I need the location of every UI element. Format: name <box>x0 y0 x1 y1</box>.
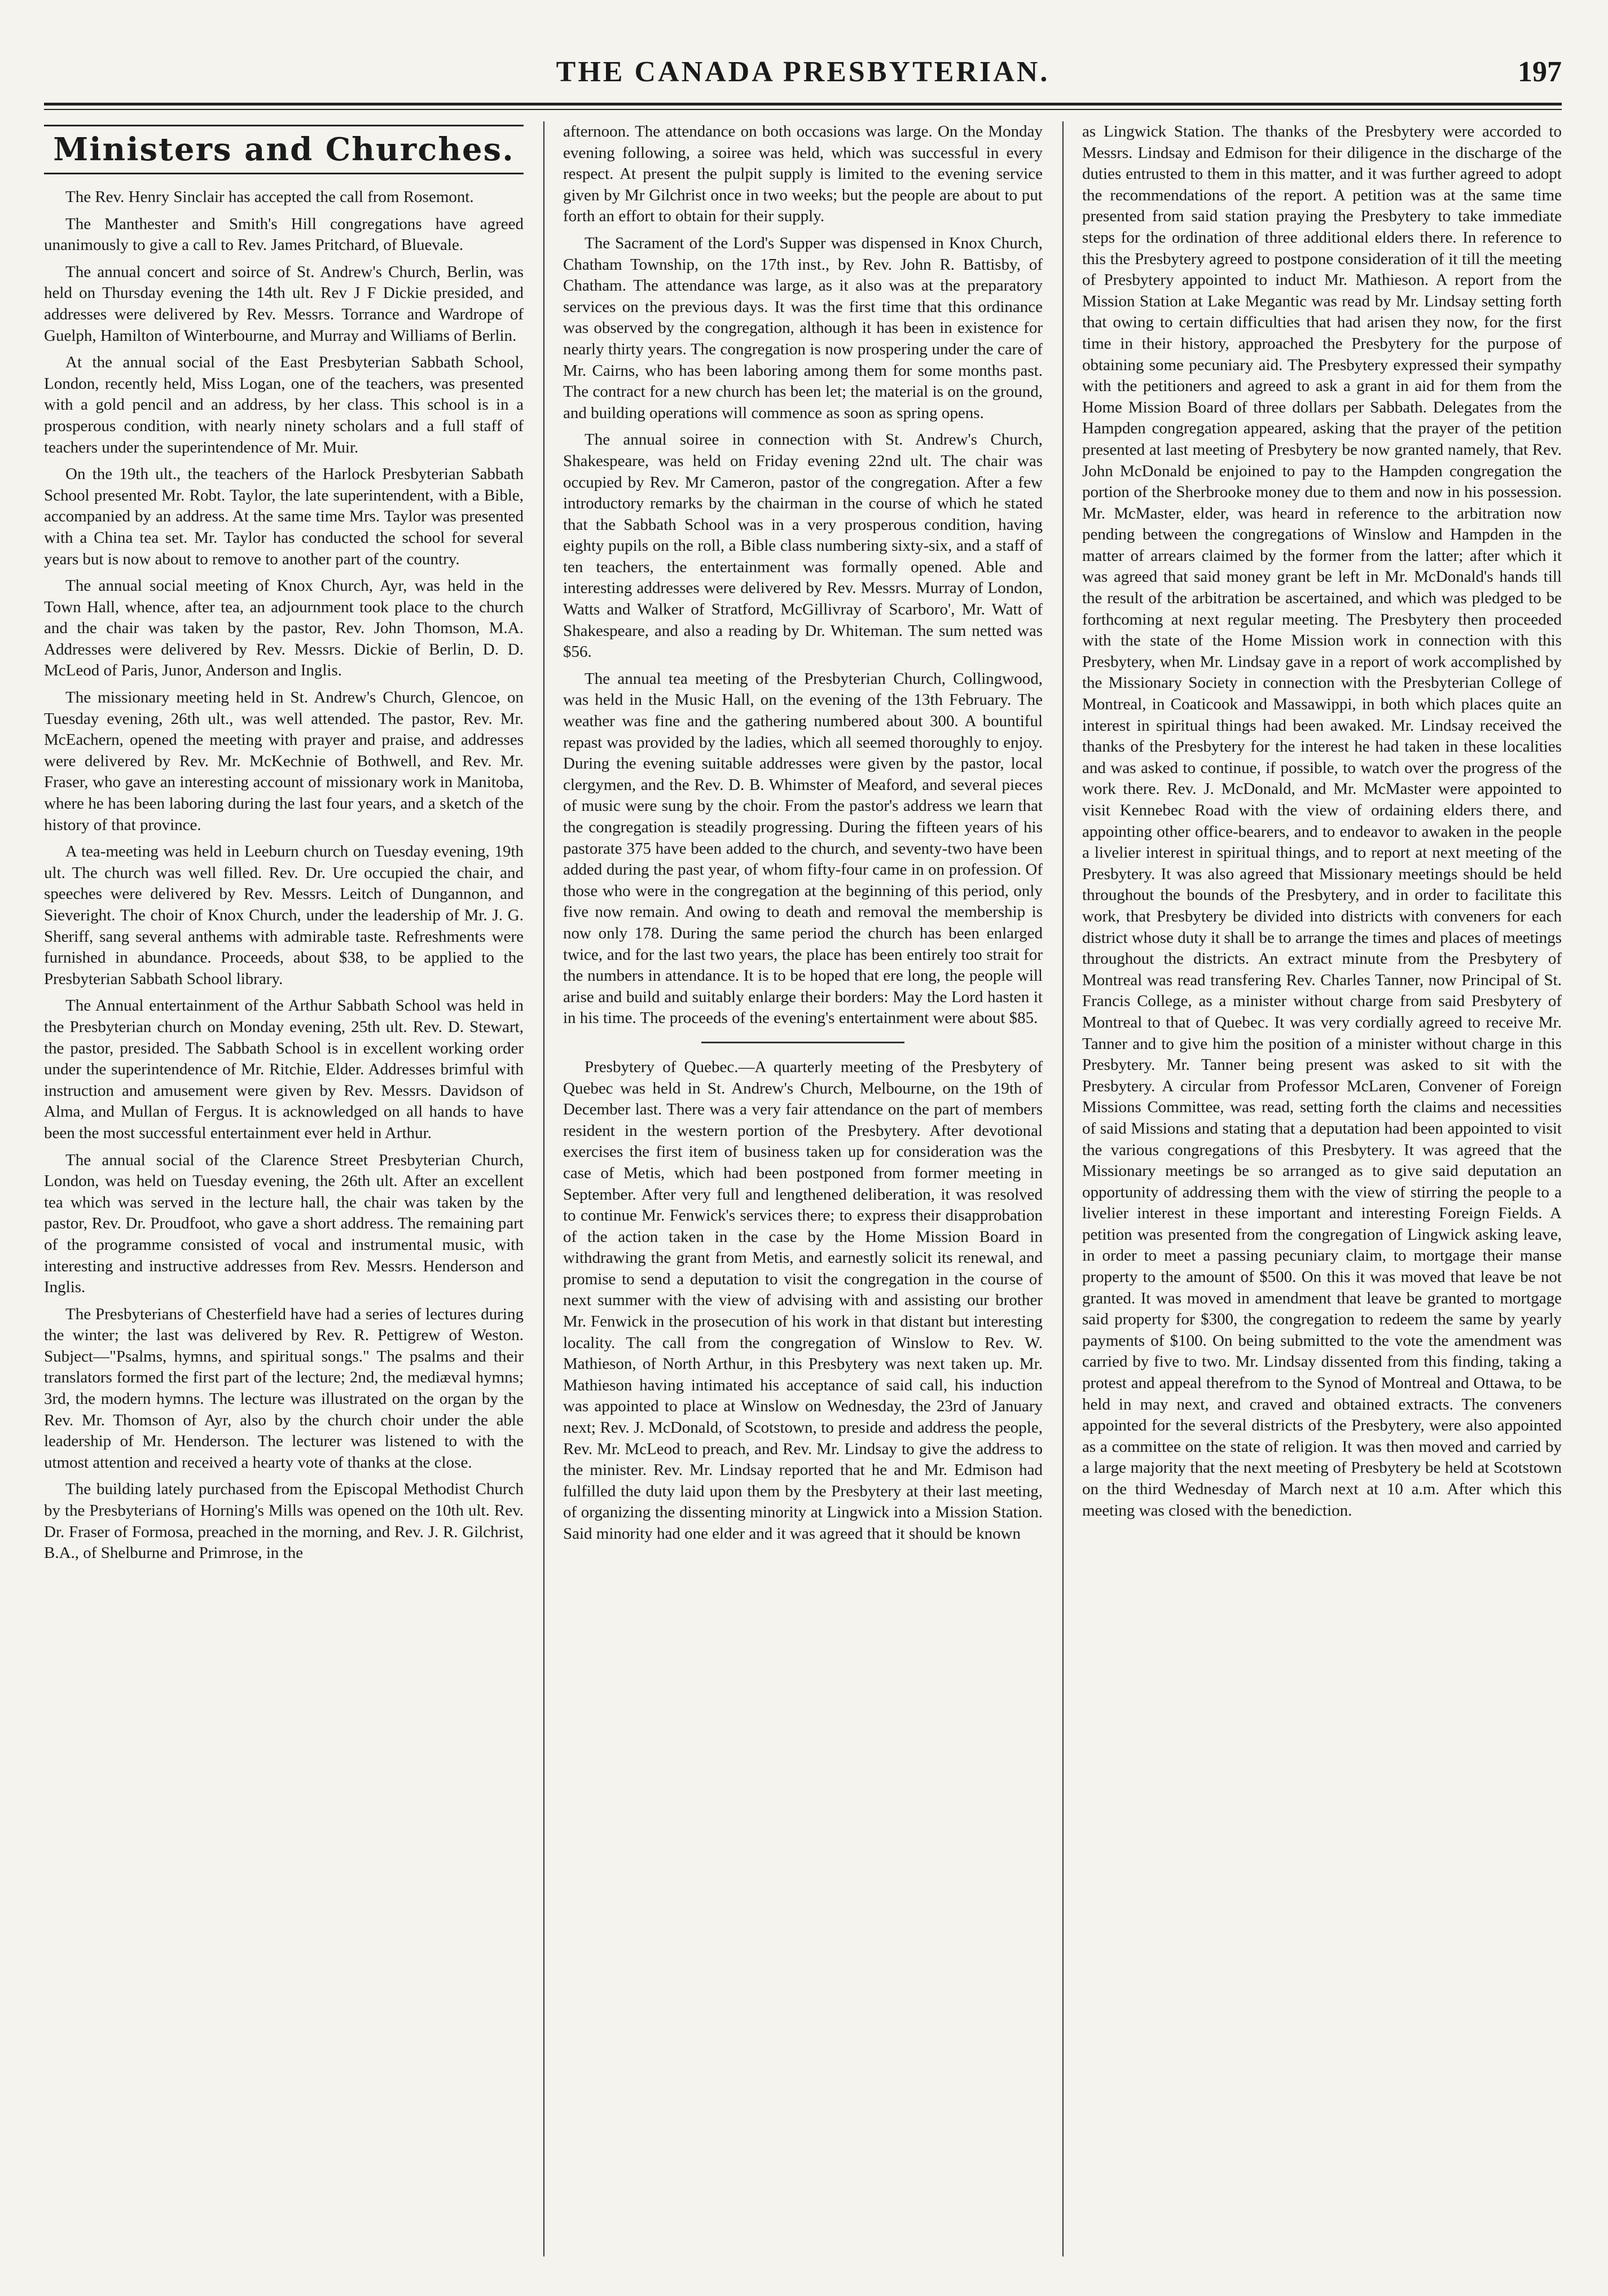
page-header <box>44 51 1562 91</box>
column-divider <box>543 121 544 2257</box>
column-divider <box>1062 121 1064 2257</box>
presbytery-report: Presbytery of Quebec.—A quarterly meeting of the Presbytery of Quebec was held in St. Andrew's Church, Melbourne, on the 19th of December last. There was a very fair attendance on the part of members resident in the western portion of the Presbytery. After devotional exercises the first item of business taken up for consideration was the case of Metis, which had been postponed from former meeting in September. After very full and lengthened deliberation, it was resolved to continue Mr. Fenwick's services there; to express their disapprobation of the action taken in the case by the Home Mission Board in withdrawing the grant from Metis, and earnestly solicit its renewal, and promise to send a deputation to visit the congregation in the course of next summer with the view of advising with and assisting our brother Mr. Fenwick in the prosecution of his work in that distant but interesting locality. The call from the congregation of Winslow to Rev. W. Mathieson, of North Arthur, in this Presbytery was next taken up. Mr. Mathieson having intimated his acceptance of said call, his induction was appointed to place at Winslow on Wednesday, the 23rd of January next; Rev. J. McDonald, of Scotstown, to preside and address the people, Rev. Mr. McLeod to preach, and Rev. Mr. Lindsay to give the address to the minister. Rev. Mr. Lindsay reported that he and Mr. Edmison had fulfilled the duty laid upon them by the Presbytery at their last meeting, of organizing the dissenting minority at Lingwick into a Mission Station. Said minority had one elder and it was agreed that it should be known <box>563 1057 1043 1543</box>
presbytery-report-continued: as Lingwick Station. The thanks of the Presbytery were accorded to Messrs. Lindsay and Edmison for their diligence in the discharge of the duties entrusted to them in this matter, and it was further agreed to adopt the recommendations of the report. A petition was at the same time presented from said station praying the Presbytery to take immediate steps for the ordination of three additional elders there. In reference to this the Presbytery agreed to postpone consideration of it till the meeting of Presbytery appointed to induct Mr. Mathieson. A report from the Mission Station at Lake Megantic was read by Mr. Lindsay setting forth that owing to certain difficulties that had arisen they now, for the first time in their history, approached the Presbytery for the purpose of obtaining some pecuniary aid. The Presbytery expressed their sympathy with the petitioners and agreed to ask a grant in aid for them from the Home Mission Board of three dollars per Sabbath. Delegates from the Hampden congregation appeared, asking that the prayer of the petition presented at last meeting of Presbytery be now granted namely, that Rev. John McDonald be enjoined to pay to the Hampden congregation the portion of the Sherbrooke money due to them and now in his possession. Mr. McMaster, elder, was heard in reference to the arbitration now pending between the congregations of Winslow and Hampden in the matter of arrears claimed by the former from the latter; after which it was agreed that said money grant be left in Mr. McDonald's hands till the result of the arbitration be ascertained, and which was pledged to be forthcoming at next regular meeting. The Presbytery then proceeded with the state of the Home Mission work in connection with this Presbytery, when Mr. Lindsay gave in a report of work accomplished by the Missionary Society in connection with the Presbyterian College of Montreal, in Coaticook and Massawippi, in both which places quite an interest in spiritual things had been awaked. Mr. Lindsay received the thanks of the Presbytery for the interest he had taken in these localities and was asked to continue, if possible, to watch over the progress of the work there. Rev. J. McDonald, and Mr. McMaster were appointed to visit Kennebec Road with the view of ordaining elders there, and appointing other office-bearers, and to endeavor to awaken in the people a livelier interest in spiritual things, and to report at next meeting of the Presbytery. It was also agreed that Missionary meetings should be held throughout the bounds of the Presbytery, and in order to facilitate this work, that Presbytery be divided into districts with conveners for each district whose duty it shall be to arrange the times and places of meetings throughout the districts. An extract minute from the Presbytery of Montreal was read transfering Rev. Charles Tanner, now Principal of St. Francis College, as a minister without charge from said Presbytery of Montreal to that of Quebec. It was very cordially agreed to receive Mr. Tanner and to give him the position of a minister without charge in this Presbytery. Mr. Tanner being present was asked to sit with the Presbytery. A circular from Professor McLaren, Convener of Foreign Missions Committee, was read, setting forth the claims and necessities of said Missions and stating that a deputation had been appointed to visit the various congregations of this Presbytery. It was agreed that the Missionary meetings be so arranged as to give said deputation an opportunity of addressing them with the view of stirring the people to a livelier interest in these important and interesting Foreign Fields. A petition was presented from the congregation of Lingwick asking leave, in order to meet a passing pecuniary claim, to mortgage their manse property to the amount of $500. On this it was moved that leave be not granted. It was moved in amendment that leave be granted to mortgage said property for $300, the congregation to redeem the same by yearly payments of $100. On being submitted to the vote the amendment was carried by five to two. Mr. Lindsay dissented from this finding, taking a protest and appeal therefrom to the Synod of Montreal and Ottawa, to be held in may next, and craved and obtained extracts. The conveners appointed for the several districts of the Presbytery, were also appointed as a committee on the state of religion. It was then moved and carried by a large majority that the next meeting of Presbytery be held at Scotstown on the third Wednesday of March next at 10 a.m. After which this meeting was closed with the benediction. <box>1082 122 1562 1520</box>
news-item: The missionary meeting held in St. Andrew's Church, Glencoe, on Tuesday evening, 26th ult., was well attended. The pastor, Rev. Mr. McEachern, opened the meeting with prayer and praise, and addresses were delivered by Rev. Mr. McKechnie of Bothwell, and Rev. Mr. Fraser, who gave an interesting account of missionary work in Manitoba, where he has been laboring during the last four years, and a sketch of the history of that province. <box>44 688 524 834</box>
section-title: Ministers and Churches. <box>44 125 524 174</box>
news-item: The Annual entertainment of the Arthur Sabbath School was held in the Presbyterian church on Monday evening, 25th ult. Rev. D. Stewart, the pastor, presided. The Sabbath School is in excellent working order under the superintendence of Mr. Ritchie, Elder. Addresses brimful with instruction and amusement were given by Rev. Messrs. Davidson of Alma, and Mullan of Fergus. It is acknowledged on all hands to have been the most successful entertainment ever held in Arthur. <box>44 996 524 1142</box>
header-rule <box>44 103 1562 110</box>
news-item-continued: afternoon. The attendance on both occasions was large. On the Monday evening following, a soiree was held, which was successful in every respect. At present the pulpit supply is limited to the evening service given by Mr Gilchrist once in two weeks; but the people are about to put forth an effort to obtain for their supply. <box>563 122 1043 226</box>
column-1 <box>44 121 524 2257</box>
news-item: The annual concert and soirce of St. Andrew's Church, Berlin, was held on Thursday evening the 14th ult. Rev J F Dickie presided, and addresses were delivered by Rev. Messrs. Torrance and Wardrope of Guelph, Hamilton of Winterbourne, and Murray and Williams of Berlin. <box>44 262 524 345</box>
news-item: The Presbyterians of Chesterfield have had a series of lectures during the winter; the last was delivered by Rev. R. Pettigrew of Weston. Subject—"Psalms, hymns, and spiritual songs." The psalms and their translators formed the first part of the lecture; 2nd, the mediæval hymns; 3rd, the modern hymns. The lecture was illustrated on the organ by the Rev. Mr. Thomson of Ayr, also by the church choir under the able leadership of Mr. Henderson. The lecturer was listened to with the utmost attention and received a hearty vote of thanks at the close. <box>44 1305 524 1472</box>
section-divider <box>701 1042 904 1043</box>
news-item: The building lately purchased from the Episcopal Methodist Church by the Presbyterians of Horning's Mills was opened on the 10th ult. Rev. Dr. Fraser of Formosa, preached in the morning, and Rev. J. R. Gilchrist, B.A., of Shelburne and Primrose, in the <box>44 1480 524 1562</box>
news-item: The annual tea meeting of the Presbyterian Church, Collingwood, was held in the Music Hall, on the evening of the 13th February. The weather was fine and the gathering numbered about 300. A bountiful repast was provided by the ladies, which all seemed thoroughly to enjoy. During the evening suitable addresses were given by the pastor, local clergymen, and the Rev. D. B. Whimster of Meaford, and several pieces of music were sung by the choir. From the pastor's address we learn that the congregation is steadily progressing. During the fifteen years of his pastorate 375 have been added to the church, and seventy-two have been added during the past year, of whom fifty-four came in on profession. Of those who were in the congregation at the beginning of this period, only five now remain. And owing to death and removal the membership is now only 178. During the same period the church has been enlarged twice, and for the last two years, the place has been entirely too strait for the numbers in attendance. It is to be hoped that ere long, the people will arise and build and suitably enlarge their borders: May the Lord hasten it in his time. The proceeds of the evening's entertainment were about $85. <box>563 669 1043 1028</box>
news-item: The annual social of the Clarence Street Presbyterian Church, London, was held on Tuesday evening, the 26th ult. After an excellent tea which was served in the lecture hall, the chair was taken by the pastor, Rev. Dr. Proudfoot, who gave a short address. The remaining part of the programme consisted of vocal and instrumental music, with interesting and instructive addresses from Rev. Messrs. Henderson and Inglis. <box>44 1151 524 1297</box>
page-number: 197 <box>1518 56 1562 88</box>
running-title: THE CANADA PRESBYTERIAN. <box>556 56 1050 88</box>
news-item: The annual social meeting of Knox Church, Ayr, was held in the Town Hall, whence, after tea, an adjournment took place to the church and the chair was taken by the pastor, Rev. John Thomson, M.A. Addresses were delivered by Rev. Messrs. Dickie of Berlin, D. D. McLeod of Paris, Junor, Anderson and Inglis. <box>44 577 524 680</box>
news-item: The Manthester and Smith's Hill congregations have agreed unanimously to give a call to Rev. James Pritchard, of Bluevale. <box>44 214 524 254</box>
news-item: A tea-meeting was held in Leeburn church on Tuesday evening, 19th ult. The church was well filled. Rev. Dr. Ure occupied the chair, and speeches were delivered by Rev. Messrs. Leitch of Dungannon, and Sieveright. The choir of Knox Church, under the leadership of Mr. J. G. Sheriff, sang several anthems with admirable taste. Refreshments were furnished in abundance. Proceeds, about $38, to be applied to the Presbyterian Sabbath School library. <box>44 842 524 988</box>
news-item: On the 19th ult., the teachers of the Harlock Presbyterian Sabbath School presented Mr. Robt. Taylor, the late superintendent, with a Bible, accompanied by an address. At the same time Mrs. Taylor was presented with a China tea set. Mr. Taylor has conducted the school for several years but is now about to remove to another part of the country. <box>44 465 524 568</box>
column-3 <box>1082 121 1562 2257</box>
news-item: The Sacrament of the Lord's Supper was dispensed in Knox Church, Chatham Township, on the 17th inst., by Rev. John R. Battisby, of Chatham. The attendance was large, as it also was at the preparatory services on the previous days. It was the first time that this ordinance was observed by the congregation, although it has been in existence for nearly thirty years. The congregation is now prospering under the care of Mr. Cairns, who has been laboring among them for some months past. The contract for a new church has been let; the material is on the ground, and building operations will commence as soon as spring opens. <box>563 234 1043 422</box>
news-item: At the annual social of the East Presbyterian Sabbath School, London, recently held, Miss Logan, one of the teachers, was presented with a gold pencil and an address, by her class. This school is in a prosperous condition, with nearly ninety scholars and a full staff of teachers under the superintendence of Mr. Muir. <box>44 353 524 456</box>
news-item: The annual soiree in connection with St. Andrew's Church, Shakespeare, was held on Friday evening 22nd ult. The chair was occupied by Rev. Mr Cameron, pastor of the congregation. After a few introductory remarks by the chairman in the course of which he stated that the Sabbath School was in a very prosperous condition, having eighty pupils on the roll, a Bible class numbering sixty-six, and a staff of ten teachers, the entertainment was formally opened. Able and interesting addresses were delivered by Rev. Messrs. Murray of London, Watts and Walker of Stratford, McGillivray of Scarboro', Mr. Watt of Shakespeare, and also a reading by Dr. Whiteman. The sum netted was $56. <box>563 431 1043 661</box>
news-item: The Rev. Henry Sinclair has accepted the call from Rosemont. <box>65 188 474 206</box>
column-2 <box>563 121 1043 2257</box>
